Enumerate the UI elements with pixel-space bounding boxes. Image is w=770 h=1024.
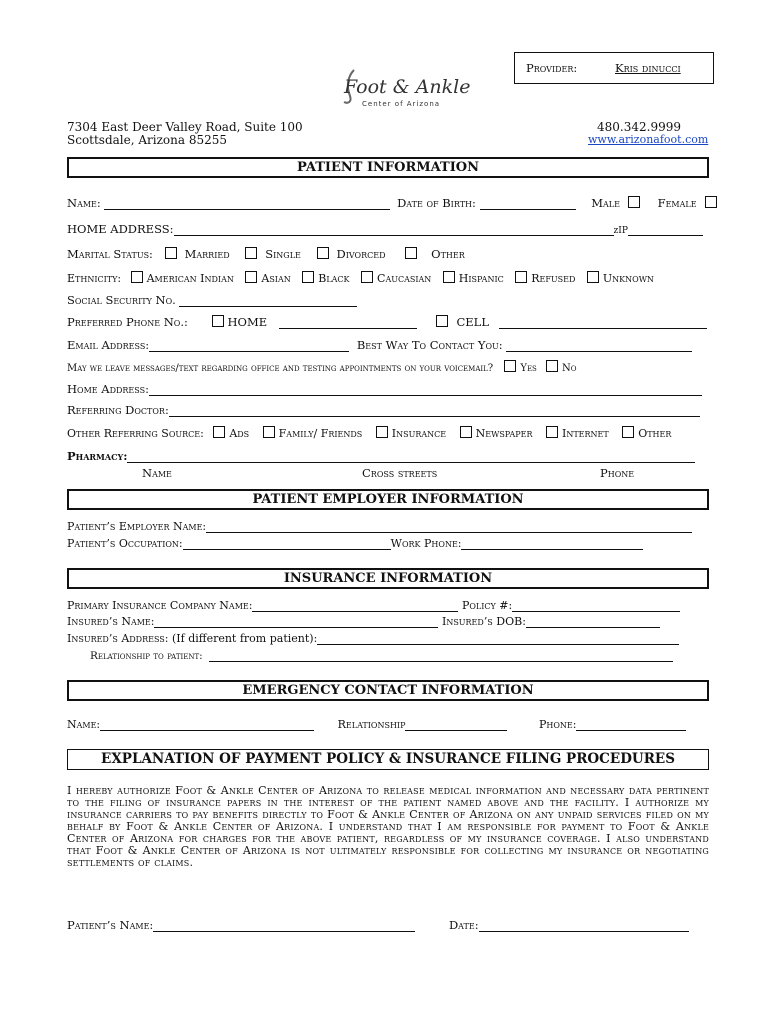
relationship-label: Relationship to patient: xyxy=(90,650,203,662)
home-phone-checkbox[interactable] xyxy=(212,315,224,327)
emergency-relationship-label: Relationship xyxy=(337,718,406,731)
american-indian-checkbox[interactable] xyxy=(131,271,143,283)
patient-name-sign-field[interactable] xyxy=(153,919,415,932)
preferred-phone-row xyxy=(67,315,707,329)
provider-name: Kris dinucci xyxy=(615,61,681,75)
ethnicity-label: Ethnicity: xyxy=(67,272,122,285)
home-address-row xyxy=(67,222,703,236)
name-row xyxy=(67,196,721,210)
zip-label: zIP xyxy=(613,226,628,236)
occupation-row xyxy=(67,537,643,550)
ads-label: Ads xyxy=(229,427,250,440)
ethnicity-row xyxy=(67,271,654,285)
occupation-field[interactable] xyxy=(183,537,391,550)
caucasian-checkbox[interactable] xyxy=(361,271,373,283)
signature-row xyxy=(67,918,689,932)
sign-date-field[interactable] xyxy=(479,919,689,932)
insurance-company-row xyxy=(67,599,680,612)
insurance-checkbox[interactable] xyxy=(376,426,388,438)
no-checkbox[interactable] xyxy=(546,360,558,372)
other-referring-row xyxy=(67,426,671,440)
emergency-row xyxy=(67,718,686,731)
hispanic-label: Hispanic xyxy=(458,272,504,285)
email-field[interactable] xyxy=(149,339,349,352)
emergency-name-field[interactable] xyxy=(100,718,314,731)
divorced-label: Divorced xyxy=(336,247,386,261)
insured-address-row xyxy=(67,632,679,645)
emergency-phone-label: Phone: xyxy=(538,718,577,731)
marital-other-label: Other xyxy=(431,247,465,261)
patient-name-sign-label: Patient’s Name: xyxy=(67,918,154,932)
family-friends-checkbox[interactable] xyxy=(263,426,275,438)
insurance-company-field[interactable] xyxy=(252,599,458,612)
unknown-label: Unknown xyxy=(602,272,654,285)
home-phone-label: HOME xyxy=(227,315,268,329)
home-address-2-field[interactable] xyxy=(149,383,702,396)
single-checkbox[interactable] xyxy=(245,247,257,259)
best-way-label: Best Way To Contact You: xyxy=(356,338,503,352)
pharmacy-name-caption: Name xyxy=(142,466,172,480)
policy-label: Policy #: xyxy=(461,599,513,612)
other-source-checkbox[interactable] xyxy=(622,426,634,438)
pharmacy-phone-caption: Phone xyxy=(600,466,635,480)
caucasian-label: Caucasian xyxy=(377,272,432,285)
zip-field[interactable] xyxy=(628,223,703,236)
pharmacy-cross-caption: Cross streets xyxy=(362,466,438,480)
refused-checkbox[interactable] xyxy=(515,271,527,283)
home-address-field[interactable] xyxy=(174,223,614,236)
clinic-logo xyxy=(334,70,471,112)
best-way-field[interactable] xyxy=(506,339,692,352)
no-label: No xyxy=(562,363,577,374)
insured-dob-field[interactable] xyxy=(526,615,660,628)
newspaper-checkbox[interactable] xyxy=(460,426,472,438)
relationship-field[interactable] xyxy=(209,649,673,662)
pharmacy-row: Pharmacy: xyxy=(67,449,695,463)
insurance-label: Insurance xyxy=(391,427,447,440)
marital-other-checkbox[interactable] xyxy=(405,247,417,259)
dob-field[interactable] xyxy=(480,197,576,210)
referring-doctor-label: Referring Doctor: xyxy=(67,403,169,417)
leave-message-label: May we leave messages/text regarding office and testing appointments on your voicemail? xyxy=(67,363,494,374)
asian-checkbox[interactable] xyxy=(245,271,257,283)
insured-name-field[interactable] xyxy=(154,615,438,628)
referring-doctor-field[interactable] xyxy=(169,404,700,417)
american-indian-label: American Indian xyxy=(146,272,234,285)
home-phone-field[interactable] xyxy=(279,316,417,329)
pharmacy-field[interactable] xyxy=(127,450,695,463)
internet-label: Internet xyxy=(561,427,609,440)
black-checkbox[interactable] xyxy=(302,271,314,283)
married-checkbox[interactable] xyxy=(165,247,177,259)
emergency-name-label: Name: xyxy=(67,718,101,731)
male-label: Male xyxy=(591,196,620,210)
provider-label: Provider: xyxy=(526,61,578,75)
logo-subtext: Center of Arizona xyxy=(362,100,441,108)
sign-date-label: Date: xyxy=(448,918,479,932)
ssn-field[interactable] xyxy=(179,294,357,307)
phone-number: 480.342.9999 xyxy=(597,120,681,134)
address-line-1: 7304 East Deer Valley Road, Suite 100 xyxy=(67,120,303,134)
policy-field[interactable] xyxy=(512,599,680,612)
single-label: Single xyxy=(265,247,301,261)
ssn-label: Social Security No. xyxy=(67,293,176,307)
refused-label: Refused xyxy=(531,272,576,285)
marital-row xyxy=(67,247,465,261)
home-address-label: HOME ADDRESS: xyxy=(67,222,174,236)
if-different-label: (If different from patient): xyxy=(171,632,318,645)
insured-address-field[interactable] xyxy=(317,632,679,645)
employer-name-row xyxy=(67,520,692,533)
divorced-checkbox[interactable] xyxy=(317,247,329,259)
other-source-label: Other xyxy=(638,427,672,440)
name-label: Name: xyxy=(67,196,101,210)
provider-box xyxy=(514,52,714,84)
logo-text: Foot & Ankle xyxy=(344,76,471,98)
other-referring-label: Other Referring Source: xyxy=(67,427,204,440)
section-employer-information: PATIENT EMPLOYER INFORMATION xyxy=(67,489,709,510)
female-label: Female xyxy=(657,196,697,210)
insured-address-label: Insured’s Address: xyxy=(67,632,169,645)
asian-label: Asian xyxy=(261,272,291,285)
yes-label: Yes xyxy=(520,363,537,374)
marital-label: Marital Status: xyxy=(67,247,153,261)
section-insurance-information: INSURANCE INFORMATION xyxy=(67,568,709,589)
insured-name-row xyxy=(67,615,660,628)
name-field[interactable] xyxy=(104,197,390,210)
email-row xyxy=(67,338,692,352)
insured-dob-label: Insured’s DOB: xyxy=(441,615,526,628)
home-address-2-label: Home Address: xyxy=(67,382,149,396)
black-label: Black xyxy=(318,272,350,285)
ads-checkbox[interactable] xyxy=(213,426,225,438)
hispanic-checkbox[interactable] xyxy=(443,271,455,283)
payment-policy-text: I hereby authorize Foot & Ankle Center of Arizona to release medical information and necessary data pertinent to the filing of insurance papers in the interest of the patient named above and the facility. I authorize my insurance carriers to pay benefits directly to Foot & Ankle Center of Arizona on any unpaid services filed on my behalf by Foot & Ankle Center of Arizona. I understand that I am responsible for payment to Foot & Ankle Center of Arizona for charges for the above patient, regardless of my insurance coverage. I also understand that Foot & Ankle Center of Arizona is not ultimately responsible for collecting my insurance or negotiating settlements of claims. xyxy=(67,784,709,869)
home-address-2-row xyxy=(67,382,702,396)
section-payment-policy: EXPLANATION OF PAYMENT POLICY & INSURANCE FILING PROCEDURES xyxy=(67,749,709,770)
male-checkbox[interactable] xyxy=(628,196,640,208)
cell-phone-field[interactable] xyxy=(499,316,707,329)
website-link[interactable]: www.arizonafoot.com xyxy=(588,133,709,146)
referring-doctor-row xyxy=(67,403,700,417)
employer-name-label: Patient’s Employer Name: xyxy=(67,520,207,533)
insured-name-label: Insured’s Name: xyxy=(67,615,155,628)
employer-name-field[interactable] xyxy=(206,520,692,533)
address-line-2: Scottsdale, Arizona 85255 xyxy=(67,133,228,147)
work-phone-label: Work Phone: xyxy=(390,537,462,550)
family-friends-label: Family/ Friends xyxy=(278,427,363,440)
leave-message-row xyxy=(67,360,577,374)
section-emergency-contact: EMERGENCY CONTACT INFORMATION xyxy=(67,680,709,701)
ssn-row xyxy=(67,293,357,307)
emergency-relationship-field[interactable] xyxy=(405,718,507,731)
internet-checkbox[interactable] xyxy=(546,426,558,438)
relationship-row xyxy=(90,649,673,662)
preferred-phone-label: Preferred Phone No.: xyxy=(67,315,188,329)
cell-phone-checkbox[interactable] xyxy=(436,315,448,327)
cell-phone-label: CELL xyxy=(456,315,489,329)
yes-checkbox[interactable] xyxy=(504,360,516,372)
newspaper-label: Newspaper xyxy=(475,427,533,440)
section-patient-information: PATIENT INFORMATION xyxy=(67,157,709,178)
insurance-company-label: Primary Insurance Company Name: xyxy=(67,599,253,612)
email-label: Email Address: xyxy=(67,338,150,352)
dob-label: Date of Birth: xyxy=(397,196,476,210)
married-label: Married xyxy=(184,247,230,261)
emergency-phone-field[interactable] xyxy=(576,718,686,731)
occupation-label: Patient’s Occupation: xyxy=(67,537,183,550)
pharmacy-label: Pharmacy xyxy=(67,449,124,463)
work-phone-field[interactable] xyxy=(461,537,643,550)
female-checkbox[interactable] xyxy=(705,196,717,208)
unknown-checkbox[interactable] xyxy=(587,271,599,283)
